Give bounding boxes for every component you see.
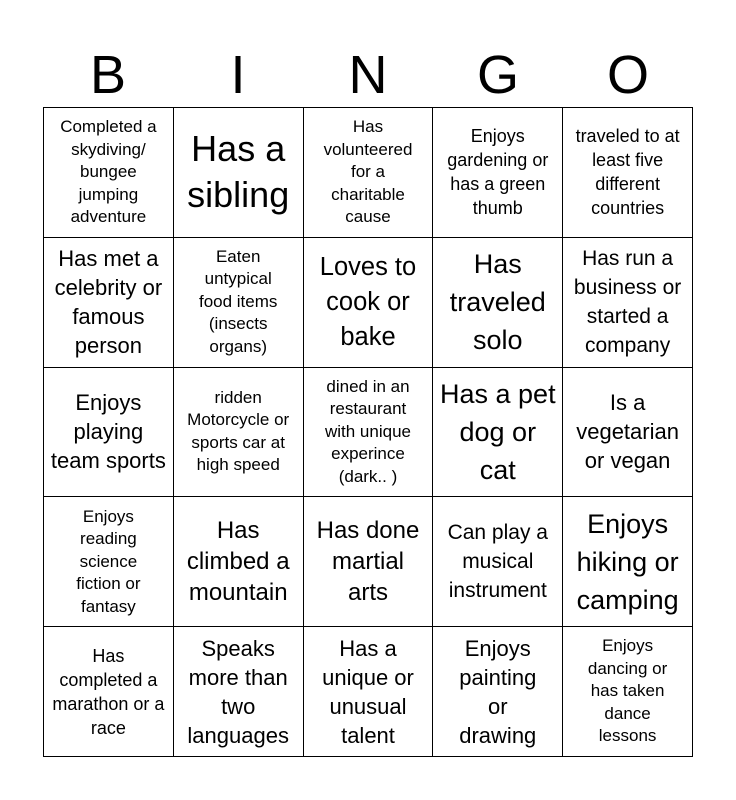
- cell-label: Loves to cook or bake: [319, 252, 417, 351]
- bingo-cell[interactable]: [563, 627, 693, 757]
- cell-label: ridden Motorcycle or sports car at high speed: [187, 387, 290, 475]
- bingo-cell[interactable]: [304, 108, 434, 238]
- cell-label: Eaten untypical food items (insects organs): [198, 246, 278, 356]
- bingo-cell[interactable]: [44, 627, 174, 757]
- header-letter-o: O: [606, 45, 649, 105]
- bingo-cell[interactable]: [563, 238, 693, 368]
- cell-label: traveled to at least five different countries: [575, 126, 680, 219]
- header-letter-g: G: [476, 45, 519, 105]
- header-letter-i: I: [230, 45, 246, 105]
- bingo-cell[interactable]: [304, 368, 434, 498]
- cell-label: Can play a musical instrument: [447, 521, 548, 603]
- bingo-cell[interactable]: [44, 497, 174, 627]
- cell-label: Has volunteered for a charitable cause: [323, 117, 413, 227]
- cell-label: Has a pet dog or cat: [440, 378, 556, 485]
- cell-label: Has completed a marathon or a race: [52, 645, 165, 738]
- bingo-cell[interactable]: [433, 368, 563, 498]
- bingo-cell[interactable]: [563, 497, 693, 627]
- bingo-cell[interactable]: [433, 627, 563, 757]
- cell-label: Enjoys reading science fiction or fantasy: [76, 506, 141, 616]
- cell-label: Enjoys gardening or has a green thumb: [447, 126, 549, 219]
- bingo-cell[interactable]: [304, 627, 434, 757]
- header-letter-n: N: [348, 45, 388, 105]
- bingo-cell[interactable]: [174, 627, 304, 757]
- bingo-cell[interactable]: [174, 368, 304, 498]
- cell-label: Has met a celebrity or famous person: [54, 246, 163, 359]
- bingo-cell[interactable]: [563, 368, 693, 498]
- cell-label: Has climbed a mountain: [186, 517, 290, 607]
- cell-label: Has run a business or started a company: [573, 247, 682, 358]
- bingo-cell[interactable]: [174, 238, 304, 368]
- cell-label: dined in an restaurant with unique experince (dark.. ): [324, 376, 411, 486]
- cell-label: Enjoys playing team sports: [50, 390, 166, 474]
- cell-label: Has traveled solo: [449, 249, 546, 356]
- cell-label: Speaks more than two languages: [187, 635, 289, 748]
- cell-label: Has a sibling: [187, 128, 290, 216]
- header-letter-b: B: [89, 45, 127, 105]
- bingo-cell[interactable]: [44, 238, 174, 368]
- bingo-cell[interactable]: [433, 108, 563, 238]
- bingo-cell[interactable]: [304, 497, 434, 627]
- bingo-cell[interactable]: [563, 108, 693, 238]
- bingo-cell[interactable]: [433, 238, 563, 368]
- cell-label: Enjoys hiking or camping: [576, 508, 679, 615]
- bingo-cell[interactable]: [304, 238, 434, 368]
- cell-label: Has done martial arts: [316, 517, 420, 607]
- bingo-cell[interactable]: [44, 108, 174, 238]
- cell-label: Completed a skydiving/ bungee jumping adventure: [60, 117, 157, 227]
- cell-label: Is a vegetarian or vegan: [576, 390, 679, 474]
- bingo-cell[interactable]: [44, 368, 174, 498]
- bingo-board: [43, 107, 693, 757]
- bingo-header: [43, 44, 693, 106]
- cell-label: Enjoys painting or drawing: [459, 635, 537, 748]
- cell-label: Enjoys dancing or has taken dance lessons: [587, 636, 668, 746]
- bingo-cell[interactable]: [174, 108, 304, 238]
- bingo-cell[interactable]: [174, 497, 304, 627]
- bingo-cell[interactable]: [433, 497, 563, 627]
- cell-label: Has a unique or unusual talent: [322, 635, 414, 748]
